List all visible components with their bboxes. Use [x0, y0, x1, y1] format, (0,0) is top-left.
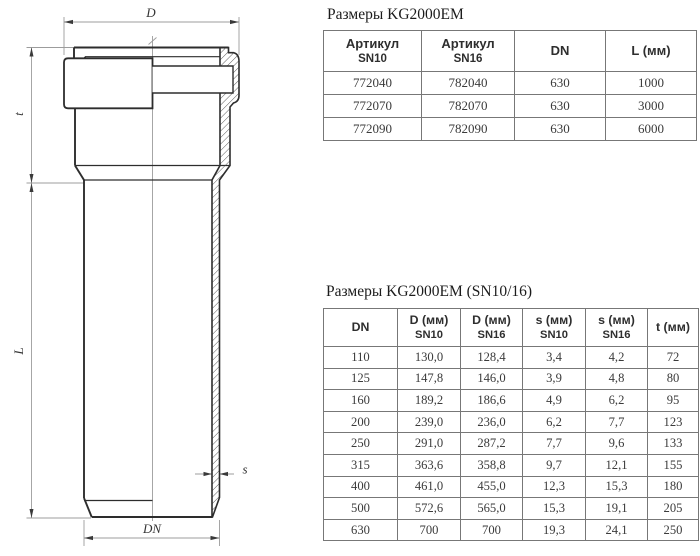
table-cell: 130,0 [398, 347, 461, 369]
table-cell: 123 [648, 411, 699, 433]
table-cell: 630 [515, 95, 606, 118]
dim-label-t: t [11, 112, 26, 116]
table-row [324, 454, 699, 476]
table-cell: 630 [515, 118, 606, 141]
column-header: Артикул SN10 [324, 31, 422, 72]
dim-label-s: s [242, 461, 248, 477]
table-cell: 160 [324, 390, 398, 412]
table-cell: 15,3 [586, 476, 648, 498]
table-cell: 250 [324, 433, 398, 455]
table-cell: 7,7 [523, 433, 586, 455]
table-cell: 15,3 [523, 498, 586, 520]
column-header: L (мм) [606, 31, 697, 72]
table-cell: 572,6 [398, 498, 461, 520]
table-row [324, 347, 699, 369]
table-cell: 291,0 [398, 433, 461, 455]
table-cell: 700 [398, 519, 461, 541]
dim-label-DN: DN [142, 521, 162, 536]
table-cell: 110 [324, 347, 398, 369]
pipe-outline [64, 48, 239, 518]
table-cell: 146,0 [461, 368, 523, 390]
table-row [324, 519, 699, 541]
table-cell: 72 [648, 347, 699, 369]
table-row [324, 433, 699, 455]
dimensions-table-title: Размеры KG2000EM (SN10/16) [326, 283, 533, 300]
table-cell: 133 [648, 433, 699, 455]
table-cell: 9,6 [586, 433, 648, 455]
table-cell: 363,6 [398, 454, 461, 476]
table-row [324, 118, 697, 141]
column-header: DN [324, 309, 398, 347]
table-cell: 250 [648, 519, 699, 541]
table-cell: 461,0 [398, 476, 461, 498]
dimensions-table [323, 308, 699, 541]
table-cell: 205 [648, 498, 699, 520]
table-cell: 772040 [324, 72, 422, 95]
table-cell: 128,4 [461, 347, 523, 369]
articles-table-title: Размеры KG2000EM [327, 6, 464, 23]
table-cell: 455,0 [461, 476, 523, 498]
column-header: t (мм) [648, 309, 699, 347]
table-cell: 9,7 [523, 454, 586, 476]
table-cell: 12,3 [523, 476, 586, 498]
table-cell: 782090 [422, 118, 515, 141]
table-cell: 3,4 [523, 347, 586, 369]
table-cell: 95 [648, 390, 699, 412]
table-cell: 4,9 [523, 390, 586, 412]
table-row [324, 498, 699, 520]
column-header: DN [515, 31, 606, 72]
table-cell: 80 [648, 368, 699, 390]
column-header: D (мм) SN10 [398, 309, 461, 347]
table-cell: 180 [648, 476, 699, 498]
column-header: s (мм) SN16 [586, 309, 648, 347]
table-cell: 700 [461, 519, 523, 541]
table-cell: 782040 [422, 72, 515, 95]
table-cell: 3000 [606, 95, 697, 118]
table-cell: 315 [324, 454, 398, 476]
table-cell: 19,3 [523, 519, 586, 541]
table-cell: 147,8 [398, 368, 461, 390]
table-cell: 565,0 [461, 498, 523, 520]
table-row [324, 390, 699, 412]
table-cell: 200 [324, 411, 398, 433]
data-table [323, 308, 699, 541]
table-cell: 6,2 [586, 390, 648, 412]
table-cell: 6,2 [523, 411, 586, 433]
table-cell: 3,9 [523, 368, 586, 390]
table-cell: 155 [648, 454, 699, 476]
pipe-technical-drawing [0, 0, 320, 556]
data-table [323, 30, 697, 141]
table-cell: 772070 [324, 95, 422, 118]
articles-table [323, 30, 697, 141]
table-cell: 1000 [606, 72, 697, 95]
table-cell: 630 [515, 72, 606, 95]
column-header: s (мм) SN10 [523, 309, 586, 347]
table-cell: 19,1 [586, 498, 648, 520]
table-cell: 287,2 [461, 433, 523, 455]
table-cell: 7,7 [586, 411, 648, 433]
table-row [324, 368, 699, 390]
seal-ring-groove [153, 66, 234, 93]
table-cell: 4,8 [586, 368, 648, 390]
table-cell: 12,1 [586, 454, 648, 476]
dim-label-L: L [11, 347, 26, 355]
table-cell: 4,2 [586, 347, 648, 369]
column-header: D (мм) SN16 [461, 309, 523, 347]
table-cell: 236,0 [461, 411, 523, 433]
table-cell: 186,6 [461, 390, 523, 412]
table-cell: 125 [324, 368, 398, 390]
table-row [324, 72, 697, 95]
table-cell: 358,8 [461, 454, 523, 476]
pipe-section-wall [212, 48, 239, 518]
column-header: Артикул SN16 [422, 31, 515, 72]
table-row [324, 95, 697, 118]
table-cell: 772090 [324, 118, 422, 141]
table-cell: 630 [324, 519, 398, 541]
table-row [324, 411, 699, 433]
table-cell: 239,0 [398, 411, 461, 433]
table-row [324, 476, 699, 498]
table-cell: 189,2 [398, 390, 461, 412]
dim-label-D: D [146, 5, 156, 20]
table-cell: 6000 [606, 118, 697, 141]
table-cell: 500 [324, 498, 398, 520]
table-cell: 24,1 [586, 519, 648, 541]
table-cell: 400 [324, 476, 398, 498]
seal-collar-front [64, 58, 153, 108]
table-cell: 782070 [422, 95, 515, 118]
